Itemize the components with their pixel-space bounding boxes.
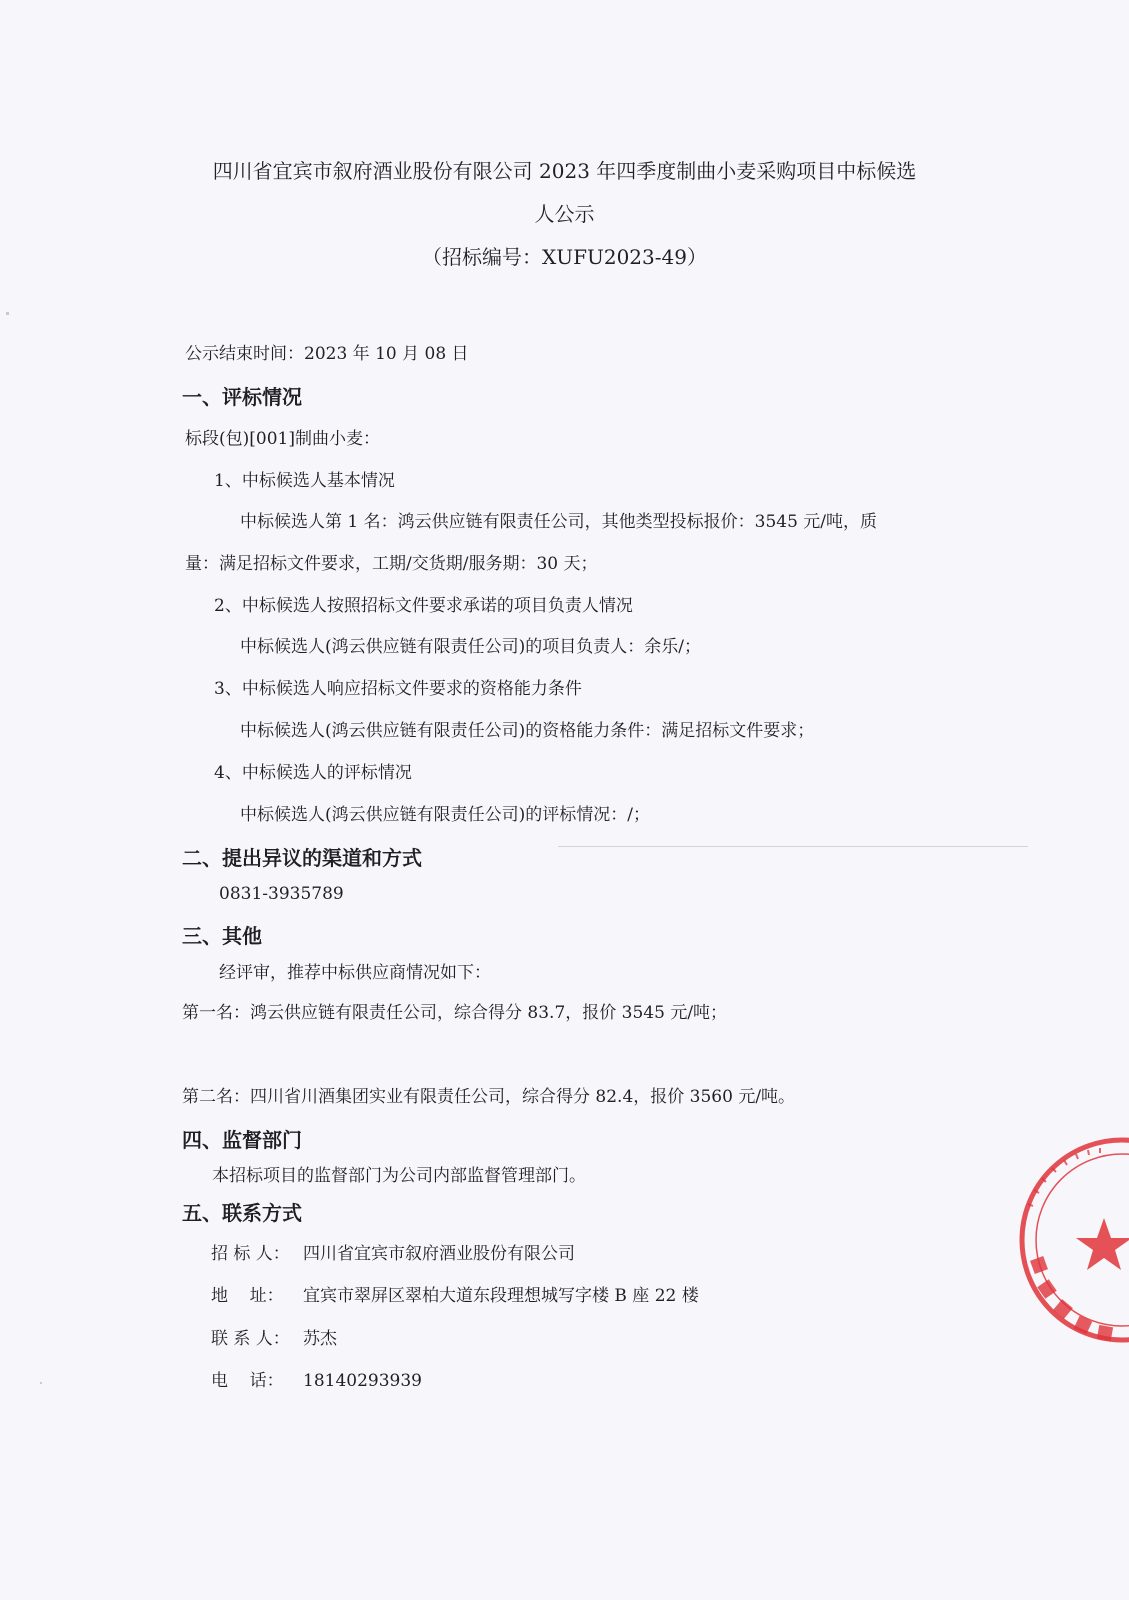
contact-row-person — [211, 1328, 337, 1350]
item4-text: 中标候选人(鸿云供应链有限责任公司)的评标情况：/； — [240, 805, 650, 825]
rank-second: 第二名：四川省川酒集团实业有限责任公司，综合得分 82.4，报价 3560 元/吨。 — [182, 1087, 796, 1107]
item3-title: 3、中标候选人响应招标文件要求的资格能力条件 — [214, 679, 582, 699]
objection-phone: 0831-3935789 — [219, 884, 344, 904]
item1-text-a: 中标候选人第 1 名：鸿云供应链有限责任公司，其他类型投标报价：3545 元/吨，质 — [240, 512, 878, 532]
faint-divider — [558, 846, 1028, 847]
seal-star-icon — [1076, 1218, 1129, 1270]
section5-heading: 五、联系方式 — [182, 1201, 302, 1225]
item1-text-b: 量：满足招标文件要求，工期/交货期/服务期：30 天； — [185, 554, 598, 574]
contact-label: 联 系 人： — [211, 1329, 290, 1349]
doc-title-line2: 人公示 — [534, 202, 595, 226]
contact-label: 招 标 人： — [211, 1244, 290, 1264]
section3-heading: 三、其他 — [182, 924, 262, 948]
doc-title-line1: 四川省宜宾市叙府酒业股份有限公司 2023 年四季度制曲小麦采购项目中标候选 — [212, 159, 917, 183]
contact-label: 电 话： — [211, 1371, 284, 1391]
evaluation-intro: 经评审，推荐中标供应商情况如下： — [219, 963, 491, 983]
item3-text: 中标候选人(鸿云供应链有限责任公司)的资格能力条件：满足招标文件要求； — [240, 721, 815, 741]
section1-heading: 一、评标情况 — [182, 385, 302, 409]
item2-text: 中标候选人(鸿云供应链有限责任公司)的项目负责人：余乐/； — [240, 637, 701, 657]
rank-first: 第一名：鸿云供应链有限责任公司，综合得分 83.7，报价 3545 元/吨； — [182, 1003, 728, 1023]
contact-row-address — [211, 1285, 699, 1307]
section2-heading: 二、提出异议的渠道和方式 — [182, 846, 422, 870]
announce-end-date: 公示结束时间：2023 年 10 月 08 日 — [185, 344, 469, 364]
tender-code: （招标编号：XUFU2023-49） — [422, 245, 707, 269]
contact-value: 苏杰 — [303, 1329, 337, 1349]
contact-value: 四川省宜宾市叙府酒业股份有限公司 — [303, 1244, 575, 1264]
contact-value: 18140293939 — [303, 1371, 422, 1391]
item1-title: 1、中标候选人基本情况 — [214, 471, 395, 491]
contact-value: 宜宾市翠屏区翠柏大道东段理想城写字楼 B 座 22 楼 — [303, 1286, 699, 1306]
section4-heading: 四、监督部门 — [182, 1128, 302, 1152]
scan-speck — [40, 1382, 42, 1384]
item2-title: 2、中标候选人按照招标文件要求承诺的项目负责人情况 — [214, 596, 633, 616]
supervision-text: 本招标项目的监督部门为公司内部监督管理部门。 — [212, 1166, 586, 1186]
contact-row-tenderer — [211, 1243, 575, 1265]
item4-title: 4、中标候选人的评标情况 — [214, 763, 412, 783]
company-seal-icon — [1012, 1130, 1129, 1360]
contact-label: 地 址： — [211, 1286, 284, 1306]
lot-label: 标段(包)[001]制曲小麦： — [185, 429, 380, 449]
contact-row-phone — [211, 1370, 422, 1392]
scan-speck — [6, 312, 9, 315]
